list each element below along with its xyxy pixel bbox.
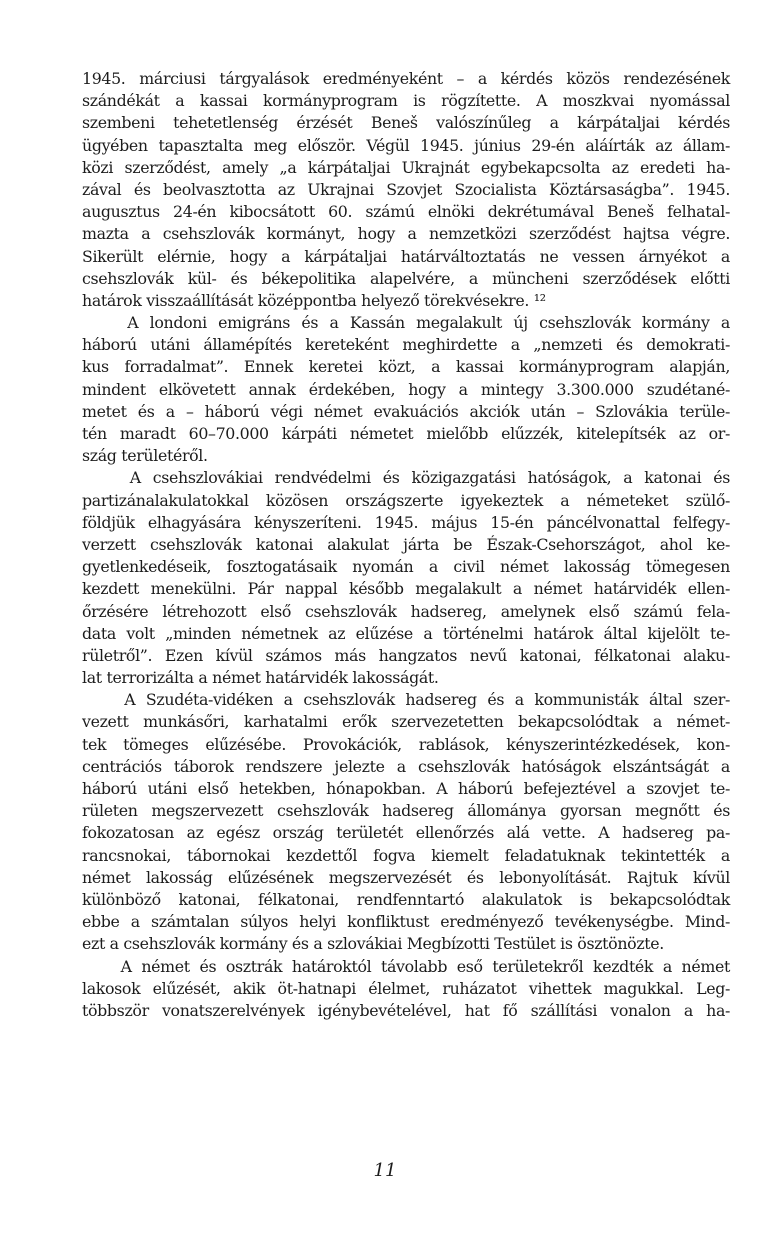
text-line: csehszlovák kül- és békepolitika alapelvére, a müncheni szerződések előtti bbox=[82, 268, 730, 288]
text-line: többször vonatszerelvények igénybevételével, hat fő szállítási vonalon a ha- bbox=[82, 1000, 730, 1020]
document-body bbox=[82, 68, 730, 1022]
text-line: Sikerült elérnie, hogy a kárpátaljai határváltoztatás ne vessen árnyékot a bbox=[82, 246, 730, 266]
text-line: augusztus 24-én kibocsátott 60. számú elnöki dekrétumával Beneš felhatal- bbox=[82, 202, 730, 222]
text-line: zával és beolvasztotta az Ukrajnai Szovjet Szocialista Köztársaságba”. 1945. bbox=[82, 179, 730, 199]
text-line: A londoni emigráns és a Kassán megalakult új csehszlovák kormány a bbox=[82, 313, 730, 333]
text-line: őrzésére létrehozott első csehszlovák hadsereg, amelynek első számú fela- bbox=[82, 601, 730, 621]
text-line: határok visszaállítását középpontba helyező törekvésekre. ¹² bbox=[82, 290, 546, 310]
text-line: fokozatosan az egész ország területét ellenőrzés alá vette. A hadsereg pa- bbox=[82, 823, 730, 843]
text-line: 1945. márciusi tárgyalások eredményeként – a kérdés közös rendezésének bbox=[82, 69, 730, 88]
text-line: közi szerződést, amely „a kárpátaljai Ukrajnát egybekapcsolta az eredeti ha- bbox=[82, 157, 730, 177]
text-line: vezett munkásőri, karhatalmi erők szervezetetten bekapcsolódtak a német- bbox=[82, 712, 730, 732]
text-line: centrációs táborok rendszere jelezte a csehszlovák hatóságok elszántságát a bbox=[82, 756, 730, 776]
text-line: tén maradt 60–70.000 kárpáti németet mielőbb elűzzék, kitelepítsék az or- bbox=[82, 424, 730, 443]
text-line: szándékát a kassai kormányprogram is rögzítette. A moszkvai nyomással bbox=[82, 91, 730, 111]
text-line: rületen megszervezett csehszlovák hadsereg állománya gyorsan megnőtt és bbox=[82, 801, 730, 821]
text-line: metet és a – háború végi német evakuációs akciók után – Szlovákia terüle- bbox=[82, 401, 730, 421]
text-line: mindent elkövetett annak érdekében, hogy a mintegy 3.300.000 szudétané- bbox=[82, 379, 730, 399]
text-line: német lakosság elűzésének megszervezését és lebonyolítását. Rajtuk kívül bbox=[82, 867, 730, 887]
text-line: háború utáni államépítés kereteként meghirdette a „nemzeti és demokrati- bbox=[82, 335, 730, 355]
text-line: A német és osztrák határoktól távolabb eső területekről kezdték a német bbox=[82, 956, 730, 976]
text-line: rületről”. Ezen kívül számos más hangzatos nevű katonai, félkatonai alaku- bbox=[82, 645, 730, 665]
text-line: kezdett menekülni. Pár nappal később megalakult a német határvidék ellen- bbox=[82, 579, 730, 599]
text-line: rancsnokai, tábornokai kezdettől fogva kiemelt feladatuknak tekintették a bbox=[82, 845, 730, 865]
text-line: gyetlenkedéseik, fosztogatásaik nyomán a civil német lakosság tömegesen bbox=[82, 557, 730, 577]
text-line: ebbe a számtalan súlyos helyi konfliktust eredményező tevékenységbe. Mind- bbox=[82, 912, 730, 932]
text-line: ügyében tapasztalta meg először. Végül 1945. június 29-én aláírták az állam- bbox=[82, 135, 730, 155]
text-line: verzett csehszlovák katonai alakulat járta be Észak-Csehországot, ahol ke- bbox=[82, 534, 730, 554]
text-line: szembeni tehetetlenség érzését Beneš valószínűleg a kárpátaljai kérdés bbox=[82, 113, 730, 133]
text-line: A csehszlovákiai rendvédelmi és közigazgatási hatóságok, a katonai és bbox=[82, 468, 730, 488]
text-line: háború utáni első hetekben, hónapokban. A háború befejeztével a szovjet te- bbox=[82, 779, 730, 798]
text-line: data volt „minden németnek az elűzése a történelmi határok által kijelölt te- bbox=[82, 623, 730, 643]
text-line: ezt a csehszlovák kormány és a szlovákiai Megbízotti Testület is ösztönözte. bbox=[82, 934, 664, 954]
text-line: szág területéről. bbox=[82, 446, 208, 466]
text-line: mazta a csehszlovák kormányt, hogy a nemzetközi szerződést hajtsa végre. bbox=[82, 224, 730, 244]
text-line: lat terrorizálta a német határvidék lakosságát. bbox=[82, 668, 439, 688]
text-line: lakosok elűzését, akik öt-hatnapi élelmet, ruházatot vihettek magukkal. Leg- bbox=[82, 978, 730, 998]
text-line: tek tömeges elűzésébe. Provokációk, rablások, kényszerintézkedések, kon- bbox=[82, 734, 730, 754]
text-line: kus forradalmat”. Ennek keretei közt, a kassai kormányprogram alapján, bbox=[82, 357, 730, 377]
text-line: partizánalakulatokkal közösen országszerte igyekeztek a németeket szülő- bbox=[82, 490, 730, 510]
text-line: különböző katonai, félkatonai, rendfenntartó alakulatok is bekapcsolódtak bbox=[82, 889, 730, 909]
page-number: 11 bbox=[373, 1160, 397, 1181]
text-line: földjük elhagyására kényszeríteni. 1945. május 15-én páncélvonattal felfegy- bbox=[82, 512, 730, 532]
text-line: A Szudéta-vidéken a csehszlovák hadsereg és a kommunisták által szer- bbox=[82, 690, 730, 710]
